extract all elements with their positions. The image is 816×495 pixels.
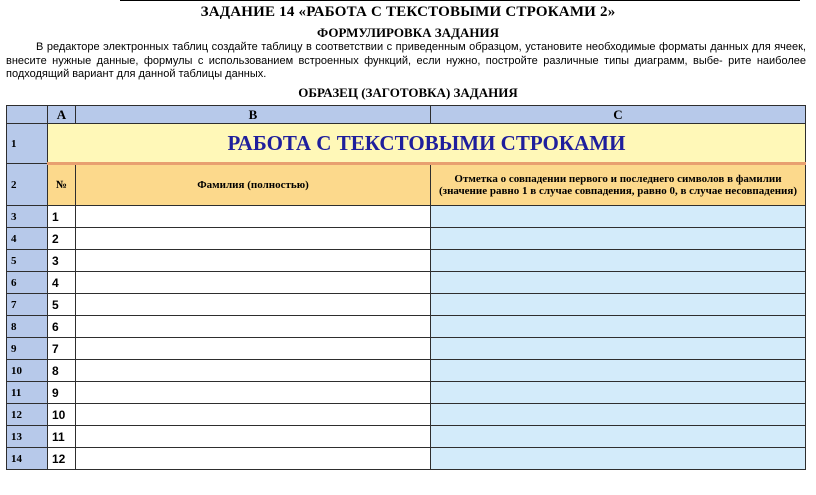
spreadsheet-grid: [6, 105, 806, 470]
cell-surname[interactable]: [76, 382, 431, 404]
table-row: [7, 448, 806, 470]
cell-surname[interactable]: [76, 272, 431, 294]
table-row: [7, 382, 806, 404]
cell-match-result[interactable]: [431, 426, 806, 448]
page-title: ЗАДАНИЕ 14 «РАБОТА С ТЕКСТОВЫМИ СТРОКАМИ 2»: [200, 4, 616, 20]
column-header-c[interactable]: C: [431, 106, 806, 124]
cell-number[interactable]: 5: [48, 294, 76, 316]
cell-number[interactable]: 6: [48, 316, 76, 338]
table-row: [7, 426, 806, 448]
table-row: [7, 206, 806, 228]
header-cell-surname[interactable]: Фамилия (полностью): [76, 164, 431, 206]
table-row: [7, 250, 806, 272]
row-header[interactable]: 1: [7, 124, 48, 164]
cell-surname[interactable]: [76, 294, 431, 316]
cell-surname[interactable]: [76, 228, 431, 250]
cell-match-result[interactable]: [431, 206, 806, 228]
row-header[interactable]: 10: [7, 360, 48, 382]
row-header[interactable]: 13: [7, 426, 48, 448]
cell-number[interactable]: 3: [48, 250, 76, 272]
cell-number[interactable]: 8: [48, 360, 76, 382]
cell-number[interactable]: 11: [48, 426, 76, 448]
row-header[interactable]: 5: [7, 250, 48, 272]
table-row: [7, 316, 806, 338]
cell-match-result[interactable]: [431, 360, 806, 382]
cell-surname[interactable]: [76, 404, 431, 426]
table-row: [7, 404, 806, 426]
header-cell-number[interactable]: №: [48, 164, 76, 206]
cell-number[interactable]: 9: [48, 382, 76, 404]
cell-surname[interactable]: [76, 250, 431, 272]
column-header-b[interactable]: B: [76, 106, 431, 124]
row-header[interactable]: 12: [7, 404, 48, 426]
cell-match-result[interactable]: [431, 250, 806, 272]
header-cell-match[interactable]: Отметка о совпадении первого и последнего символов в фамилии (значение равно 1 в случае совпадения, равно 0, в случае несовпадения): [431, 164, 806, 206]
top-rule: [120, 0, 800, 1]
row-header[interactable]: 6: [7, 272, 48, 294]
column-header-a[interactable]: A: [48, 106, 76, 124]
sheet-row-2: [7, 164, 806, 206]
row-header[interactable]: 2: [7, 164, 48, 206]
cell-match-result[interactable]: [431, 404, 806, 426]
sheet-row-1: [7, 124, 806, 164]
cell-surname[interactable]: [76, 316, 431, 338]
cell-match-result[interactable]: [431, 228, 806, 250]
row-header[interactable]: 7: [7, 294, 48, 316]
cell-number[interactable]: 10: [48, 404, 76, 426]
cell-surname[interactable]: [76, 338, 431, 360]
table-title-cell[interactable]: РАБОТА С ТЕКСТОВЫМИ СТРОКАМИ: [48, 124, 806, 164]
cell-match-result[interactable]: [431, 338, 806, 360]
task-instruction: В редакторе электронных таблиц создайте таблицу в соответствии с приведенным образцом, установите необходимые форматы данных для ячеек, внесите нужные данные, формулы с использованием встроенных функций, если нужно, постройте различные типы диаграмм, выбе- рите наиболее подходящий вариант для данной таблицы данных.: [6, 41, 806, 80]
cell-match-result[interactable]: [431, 448, 806, 470]
table-row: [7, 228, 806, 250]
cell-surname[interactable]: [76, 448, 431, 470]
table-row: [7, 294, 806, 316]
task-subtitle: ФОРМУЛИРОВКА ЗАДАНИЯ: [317, 25, 499, 40]
cell-surname[interactable]: [76, 360, 431, 382]
sample-title: ОБРАЗЕЦ (ЗАГОТОВКА) ЗАДАНИЯ: [298, 85, 518, 100]
cell-number[interactable]: 12: [48, 448, 76, 470]
select-all-corner[interactable]: [7, 106, 48, 124]
column-header-row: [7, 106, 806, 124]
cell-match-result[interactable]: [431, 382, 806, 404]
cell-surname[interactable]: [76, 206, 431, 228]
cell-surname[interactable]: [76, 426, 431, 448]
cell-number[interactable]: 4: [48, 272, 76, 294]
cell-number[interactable]: 1: [48, 206, 76, 228]
row-header[interactable]: 8: [7, 316, 48, 338]
row-header[interactable]: 11: [7, 382, 48, 404]
table-row: [7, 360, 806, 382]
cell-match-result[interactable]: [431, 316, 806, 338]
row-header[interactable]: 3: [7, 206, 48, 228]
row-header[interactable]: 4: [7, 228, 48, 250]
cell-number[interactable]: 2: [48, 228, 76, 250]
table-row: [7, 272, 806, 294]
cell-match-result[interactable]: [431, 294, 806, 316]
table-row: [7, 338, 806, 360]
cell-match-result[interactable]: [431, 272, 806, 294]
row-header[interactable]: 9: [7, 338, 48, 360]
row-header[interactable]: 14: [7, 448, 48, 470]
cell-number[interactable]: 7: [48, 338, 76, 360]
